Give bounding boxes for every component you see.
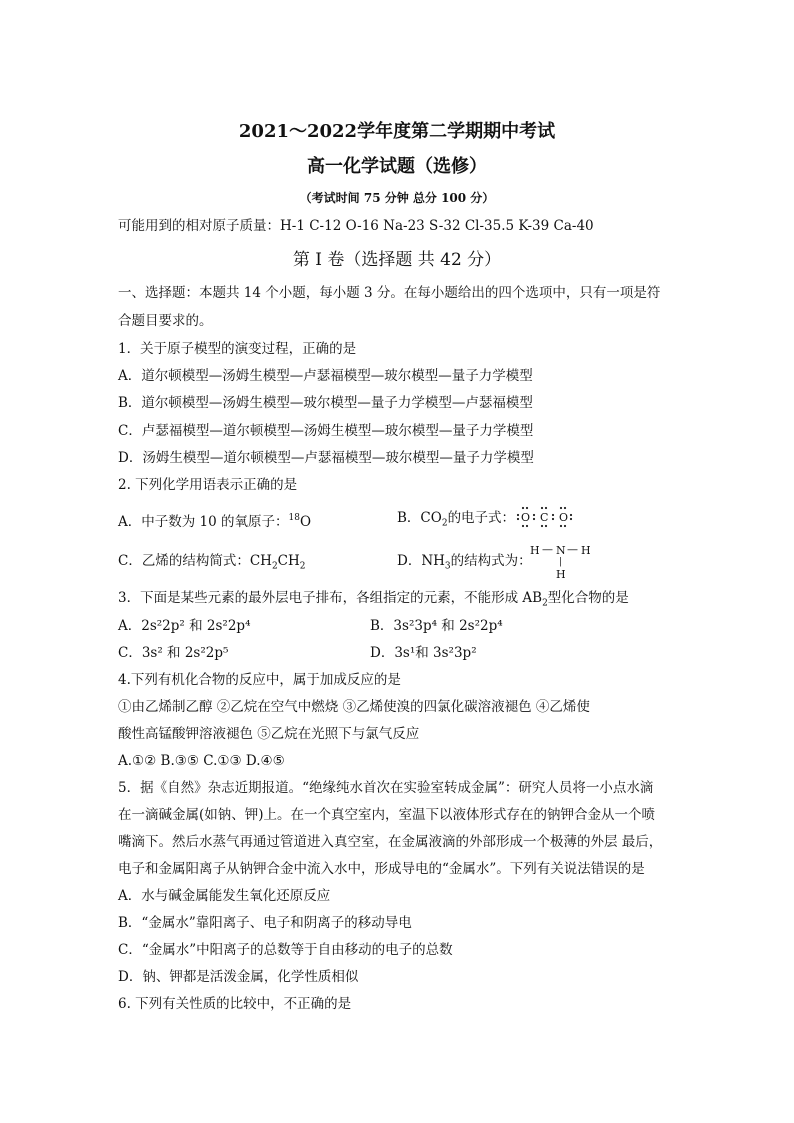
q1-option-d: D．汤姆生模型—道尔顿模型—卢瑟福模型—玻尔模型—量子力学模型 xyxy=(118,450,534,466)
exam-info: （考试时间 75 分钟 总分 100 分） xyxy=(299,191,495,205)
q1-option-b: B．道尔顿模型—汤姆生模型—玻尔模型—量子力学模型—卢瑟福模型 xyxy=(118,395,533,411)
q5-option-c: C．“金属水”中阳离子的总数等于自由移动的电子的总数 xyxy=(118,942,453,958)
q5-option-d: D．钠、钾都是活泼金属，化学性质相似 xyxy=(118,969,359,985)
q2-option-b: B．$CO_2$的电子式： xyxy=(397,510,516,529)
nh3-h-right: H xyxy=(581,544,591,557)
instructions-line-2: 合题目要求的。 xyxy=(118,313,213,329)
nh3-h-left: H xyxy=(530,544,540,557)
nh3-n: N xyxy=(556,544,566,557)
q5-line-2: 在一滴碱金属(如钠、钾)上。在一个真空室内，室温下以液体形式存在的钠钾合金从一个喷 xyxy=(118,807,656,823)
q4-items-line-1: ①由乙烯制乙醇 ②乙烷在空气中燃烧 ③乙烯使溴的四氯化碳溶液褪色 ④乙烯使 xyxy=(118,699,590,715)
nh3-h-bottom: H xyxy=(556,568,566,581)
instructions-line-1: 一、选择题：本题共 14 个小题，每小题 3 分。在每小题给出的四个选项中，只有一项是符 xyxy=(118,285,661,301)
q5-line-1: 5．据《自然》杂志近期报道。“绝缘纯水首次在实验室转成金属”：研究人员将一小点水滴 xyxy=(118,780,654,796)
q2-option-d: D．$NH_3$的结构式为： xyxy=(397,553,532,572)
q5-line-4: 电子和金属阳离子从钠钾合金中流入水中，形成导电的“金属水”。下列有关说法错误的是 xyxy=(118,861,645,877)
q3-option-b: B．3s²3p⁴ 和 2s²2p⁴ xyxy=(370,618,503,634)
atomic-masses: 可能用到的相对原子质量：H-1 C-12 O-16 Na-23 S-32 Cl-35.5 K-39 Ca-40 xyxy=(118,218,594,234)
q2-option-a xyxy=(118,508,311,532)
q6-stem: 6. 下列有关性质的比较中，不正确的是 xyxy=(118,996,352,1012)
q3-option-c: C．3s² 和 2s²2p⁵ xyxy=(118,645,229,661)
q1-stem: 1．关于原子模型的演变过程，正确的是 xyxy=(118,341,357,357)
q1-option-c: C．卢瑟福模型—道尔顿模型—汤姆生模型—玻尔模型—量子力学模型 xyxy=(118,423,534,439)
q5-option-b: B．“金属水”靠阳离子、电子和阴离子的移动导电 xyxy=(118,915,412,931)
q5-option-a: A．水与碱金属能发生氧化还原反应 xyxy=(118,888,331,904)
lewis-o-left: O xyxy=(521,511,531,524)
co2-lewis-structure xyxy=(515,504,575,530)
q2-a-text: A．中子数为 10 的氧原子： xyxy=(118,514,289,530)
q4-stem: 4.下列有机化合物的反应中，属于加成反应的是 xyxy=(118,672,401,688)
nh3-structural-formula: H — N — H | H xyxy=(530,543,591,581)
exam-subject: 高一化学试题（选修） xyxy=(307,156,487,177)
q2-option-c: C．乙烯的结构简式：$CH_2CH_2$ xyxy=(118,553,306,572)
lewis-o-right: O xyxy=(559,511,569,524)
lewis-c: C xyxy=(540,511,549,524)
q2-a-symbol: O xyxy=(299,514,312,530)
q4-items-line-2: 酸性高锰酸钾溶液褪色 ⑤乙烷在光照下与氯气反应 xyxy=(118,726,420,742)
q2-a-mass-number: 18 xyxy=(288,513,300,523)
section-title: 第 I 卷（选择题 共 42 分） xyxy=(292,250,502,270)
q2-stem: 2. 下列化学用语表示正确的是 xyxy=(118,477,298,493)
q4-options: A.①② B.③⑤ C.①③ D.④⑤ xyxy=(118,753,285,769)
exam-title: 2021～2022学年度第二学期期中考试 xyxy=(238,121,556,142)
q3-option-a: A．2s²2p² 和 2s²2p⁴ xyxy=(118,618,251,634)
q3-option-d: D．3s¹和 3s²3p² xyxy=(370,645,477,661)
q5-line-3: 嘴滴下。然后水蒸气再通过管道进入真空室，在金属液滴的外部形成一个极薄的外层 最后， xyxy=(118,834,663,850)
q1-option-a: A．道尔顿模型—汤姆生模型—卢瑟福模型—玻尔模型—量子力学模型 xyxy=(118,368,533,384)
q3-stem: 3．下面是某些元素的最外层电子排布，各组指定的元素，不能形成 $AB_2$型化合物的是 xyxy=(118,590,629,609)
